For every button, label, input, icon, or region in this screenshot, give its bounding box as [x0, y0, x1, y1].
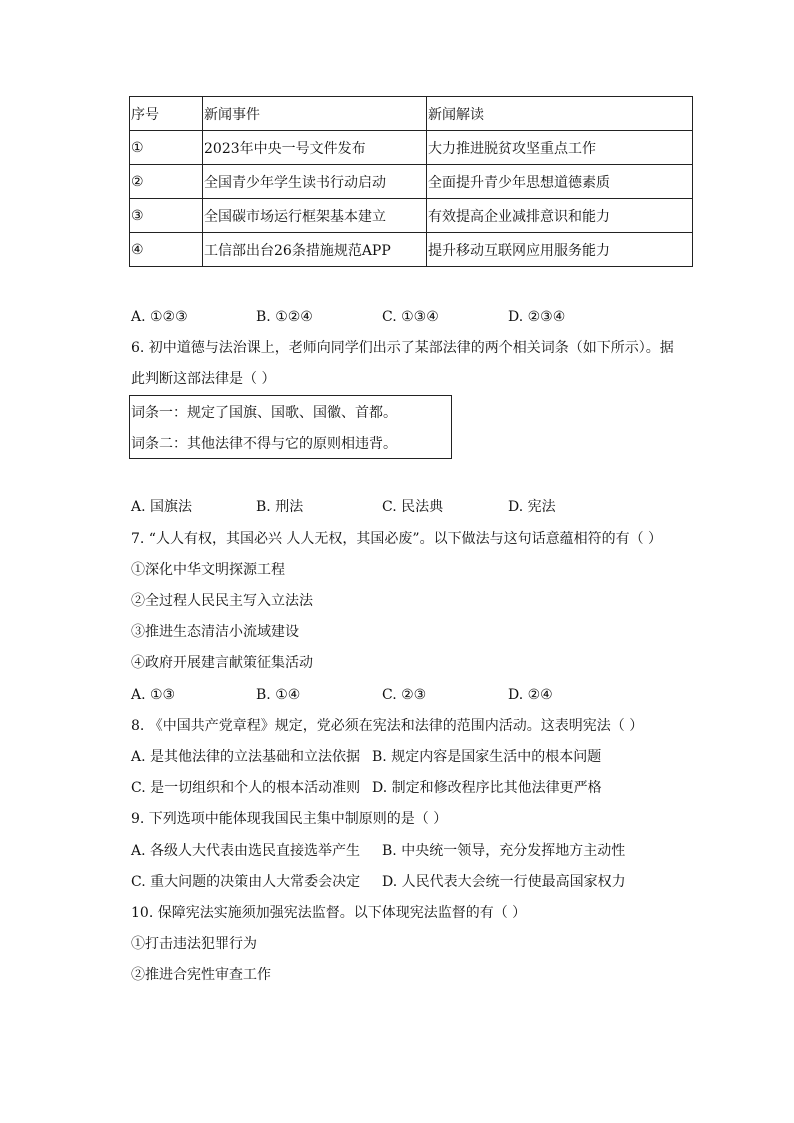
q6-option-b: B. 刑法 [256, 499, 304, 515]
q6-clause-box [129, 395, 452, 459]
q6-option-c: C. 民法典 [382, 499, 444, 515]
table-header-row [130, 97, 693, 131]
q6-clause-1: 词条一：规定了国旗、国歌、国徽、首都。 [131, 405, 397, 421]
q9-option-c: C. 重大问题的决策由人大常委会决定 [131, 874, 361, 890]
q6-option-a: A. 国旗法 [131, 499, 193, 515]
q7-item-4: ④政府开展建言献策征集活动 [131, 655, 313, 671]
table-row [130, 131, 693, 165]
table-cell: ② [130, 165, 203, 199]
q10-item-2: ②推进合宪性审查工作 [131, 967, 271, 983]
q7-option-a: A. ①③ [131, 687, 176, 703]
q5-option-b: B. ①②④ [256, 309, 313, 325]
q6-clause-2: 词条二：其他法律不得与它的原则相违背。 [131, 436, 397, 452]
q10-stem: 10. 保障宪法实施须加强宪法监督。以下体现宪法监督的有（ ） [131, 905, 527, 921]
q6-stem-line1: 6. 初中道德与法治课上，老师向同学们出示了某部法律的两个相关词条（如下所示）。据 [131, 340, 674, 356]
table-cell: 提升移动互联网应用服务能力 [427, 233, 693, 267]
table-cell: 全国青少年学生读书行动启动 [203, 165, 427, 199]
table-row [130, 165, 693, 199]
q7-option-b: B. ①④ [256, 687, 301, 703]
table-cell: 大力推进脱贫攻坚重点工作 [427, 131, 693, 165]
q9-option-d: D. 人民代表大会统一行使最高国家权力 [382, 874, 626, 890]
table-cell: 全面提升青少年思想道德素质 [427, 165, 693, 199]
q8-option-b: B. 规定内容是国家生活中的根本问题 [372, 749, 602, 765]
q8-stem: 8. 《中国共产党章程》规定，党必须在宪法和法律的范围内活动。这表明宪法（ ） [131, 718, 644, 734]
table-cell: ③ [130, 199, 203, 233]
table-cell: 工信部出台26条措施规范APP [203, 233, 427, 267]
table-row [130, 233, 693, 267]
table-cell: 全国碳市场运行框架基本建立 [203, 199, 427, 233]
table-row [130, 199, 693, 233]
header-cell-event: 新闻事件 [203, 97, 427, 131]
q7-option-d: D. ②④ [508, 687, 553, 703]
table-cell: ① [130, 131, 203, 165]
table-cell: 有效提高企业减排意识和能力 [427, 199, 693, 233]
q9-stem: 9. 下列选项中能体现我国民主集中制原则的是（ ） [131, 811, 448, 827]
q7-stem: 7. “人人有权，其国必兴 人人无权，其国必废”。以下做法与这句话意蕴相符的有（ ） [131, 531, 663, 547]
q6-option-d: D. 宪法 [508, 499, 556, 515]
q5-option-a: A. ①②③ [131, 309, 188, 325]
header-cell-index: 序号 [130, 97, 203, 131]
q5-option-c: C. ①③④ [382, 309, 439, 325]
q10-item-1: ①打击违法犯罪行为 [131, 936, 257, 952]
q7-item-3: ③推进生态清洁小流域建设 [131, 624, 299, 640]
q8-option-c: C. 是一切组织和个人的根本活动准则 [131, 780, 361, 796]
q6-stem-line2: 此判断这部法律是（ ） [131, 371, 276, 387]
table-cell: 2023年中央一号文件发布 [203, 131, 427, 165]
q7-option-c: C. ②③ [382, 687, 427, 703]
q7-item-1: ①深化中华文明探源工程 [131, 562, 285, 578]
q9-option-a: A. 各级人大代表由选民直接选举产生 [131, 843, 361, 859]
q5-option-d: D. ②③④ [508, 309, 566, 325]
header-cell-interpretation: 新闻解读 [427, 97, 693, 131]
news-table [129, 96, 693, 267]
table-cell: ④ [130, 233, 203, 267]
q8-option-a: A. 是其他法律的立法基础和立法依据 [131, 749, 361, 765]
q8-option-d: D. 制定和修改程序比其他法律更严格 [372, 780, 602, 796]
q9-option-b: B. 中央统一领导，充分发挥地方主动性 [382, 843, 626, 859]
q7-item-2: ②全过程人民民主写入立法法 [131, 593, 313, 609]
